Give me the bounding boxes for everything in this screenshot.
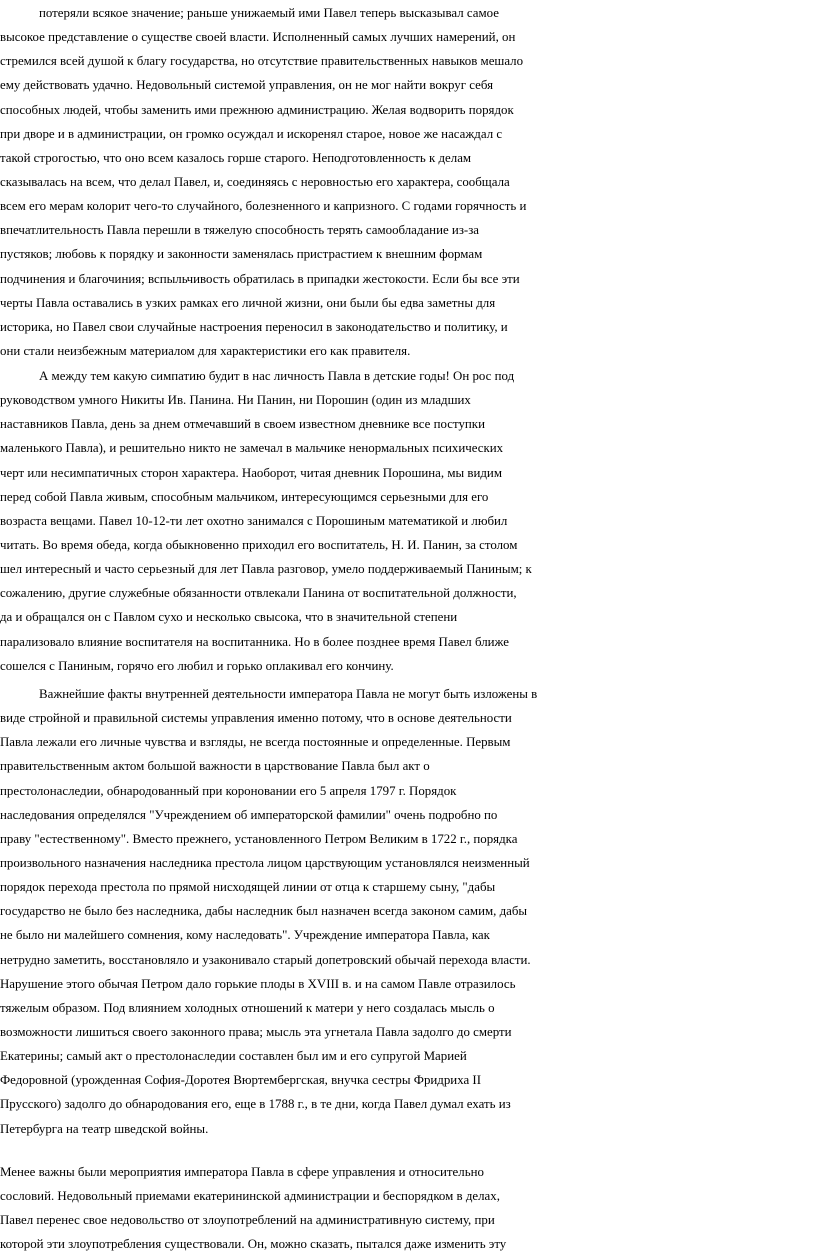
text-line: праву "естественному". Вместо прежнего, установленного Петром Великим в 1722 г., порядка — [0, 831, 518, 846]
text-line: не было ни малейшего сомнения, кому наследовать". Учреждение императора Павла, как — [0, 928, 490, 943]
text-line: такой строгостью, что оно всем казалось горше старого. Неподготовленность к делам — [0, 150, 472, 165]
text-line: историка, но Павел свои случайные настроения переносил в законодательство и политику, и — [0, 319, 508, 334]
text-line: черт или несимпатичных сторон характера. Наоборот, читая дневник Порошина, мы видим — [0, 465, 502, 480]
text-line: шел интересный и часто серьезный для лет Павла разговор, умело поддерживаемый Паниным; к — [0, 562, 532, 577]
text-line: Павла лежали его личные чувства и взгляды, не всегда постоянные и определенные. Первым — [0, 735, 511, 750]
text-line: руководством умного Никиты Ив. Панина. Ни Панин, ни Порошин (один из младших — [0, 393, 471, 408]
text-line: наследования определялся "Учреждением об императорской фамилии" очень подробно по — [0, 807, 498, 822]
paragraph-3 — [0, 682, 816, 1141]
paragraph-1 — [0, 1, 816, 363]
text-line: государство не было без наследника, дабы наследник был назначен всегда законом самим, дабы — [0, 904, 528, 919]
text-line: Екатерины; самый акт о престолонаследии составлен был им и его супругой Марией — [0, 1049, 467, 1064]
text-line: Федоровной (урожденная София-Доротея Вюртембергская, внучка сестры Фридриха II — [0, 1073, 481, 1088]
text-line: Павел перенес свое недовольство от злоупотреблений на административную систему, при — [0, 1213, 495, 1228]
text-line: при дворе и в администрации, он громко осуждал и искоренял старое, новое же насаждал с — [0, 126, 503, 141]
text-line: высокое представление о существе своей власти. Исполненный самых лучших намерений, он — [0, 30, 516, 45]
text-line: нетрудно заметить, восстановляло и узаконивало старый допетровский обычай перехода власти. — [0, 952, 531, 967]
text-line: маленького Павла), и решительно никто не замечал в мальчике ненормальных психических — [0, 441, 504, 456]
text-line: правительственным актом большой важности в царствование Павла был акт о — [0, 759, 430, 774]
text-line: всем его мерам колорит чего-то случайного, болезненного и капризного. С годами горячность и — [0, 199, 527, 214]
text-line: тяжелым образом. Под влиянием холодных отношений к матери у него создалась мысль о — [0, 1000, 495, 1015]
text-line: подчинения и благочиния; вспыльчивость обратилась в припадки жестокости. Если бы все эти — [0, 271, 520, 286]
text-line: А между тем какую симпатию будит в нас личность Павла в детские годы! Он рос под — [39, 369, 515, 383]
text-line: сословий. Недовольный приемами екатерининской администрации и беспорядком в делах, — [0, 1189, 500, 1204]
text-line: виде стройной и правильной системы управления именно потому, что в основе деятельности — [0, 711, 512, 726]
text-line: парализовало влияние воспитателя на воспитанника. Но в более позднее время Павел ближе — [0, 634, 509, 649]
text-line: возраста вещами. Павел 10-12-ти лет охотно занимался с Порошиным математикой и любил — [0, 513, 508, 528]
text-line: сожалению, другие служебные обязанности отвлекали Панина от воспитательной должности, — [0, 586, 517, 601]
text-line: они стали неизбежным материалом для характеристики его как правителя. — [0, 343, 411, 358]
text-line: черты Павла оставались в узких рамках его личной жизни, они были бы едва заметны для — [0, 295, 496, 310]
text-line: читать. Во время обеда, когда обыкновенно приходил его воспитатель, Н. И. Панин, за столом — [0, 537, 518, 552]
text-line: пустяков; любовь к порядку и законности заменялась пристрастием к внешним формам — [0, 247, 483, 262]
text-line: которой эти злоупотребления существовали. Он, можно сказать, пытался даже изменить эту — [0, 1237, 507, 1252]
text-line: наставников Павла, день за днем отмечавший в своем известном дневнике все поступки — [0, 417, 485, 432]
text-line: порядок перехода престола по прямой нисходящей линии от отца к старшему сыну, "дабы — [0, 880, 496, 895]
paragraph-4 — [0, 1160, 816, 1257]
text-line: стремился всей душой к благу государства, но отсутствие правительственных навыков мешало — [0, 54, 524, 69]
text-line: Петербурга на театр шведской войны. — [0, 1121, 209, 1136]
text-line: способных людей, чтобы заменить ими прежнюю администрацию. Желая водворить порядок — [0, 102, 514, 117]
text-line: Нарушение этого обычая Петром дало горькие плоды в XVIII в. и на самом Павле отразилось — [0, 976, 516, 991]
text-line: сказывалась на всем, что делал Павел, и, соединяясь с неровностью его характера, сообщала — [0, 174, 510, 189]
text-line: Прусского) задолго до обнародования его, еще в 1788 г., в те дни, когда Павел думал ехать из — [0, 1097, 511, 1112]
text-line: перед собой Павла живым, способным мальчиком, интересующимся серьезными для его — [0, 489, 489, 504]
text-line: ему действовать удачно. Недовольный системой управления, он не мог найти вокруг себя — [0, 78, 494, 93]
text-line: Менее важны были мероприятия императора Павла в сфере управления и относительно — [0, 1165, 484, 1179]
paragraph-2 — [0, 364, 816, 678]
text-line: впечатлительность Павла перешли в тяжелую способность терять самообладание из-за — [0, 223, 480, 238]
text-line: потеряли всякое значение; раньше унижаемый ими Павел теперь высказывал самое — [39, 6, 499, 20]
text-line: да и обращался он с Павлом сухо и несколько свысока, что в значительной степени — [0, 610, 458, 625]
text-line: возможности лишиться своего законного права; мысль эта угнетала Павла задолго до смерти — [0, 1024, 512, 1039]
text-line: произвольного назначения наследника престола лицом царствующим установлялся неизменный — [0, 855, 530, 870]
text-line: престолонаследии, обнародованный при короновании его 5 апреля 1797 г. Порядок — [0, 783, 457, 798]
text-line: Важнейшие факты внутренней деятельности императора Павла не могут быть изложены в — [39, 687, 538, 701]
text-line: сошелся с Паниным, горячо его любил и горько оплакивал его кончину. — [0, 658, 394, 673]
